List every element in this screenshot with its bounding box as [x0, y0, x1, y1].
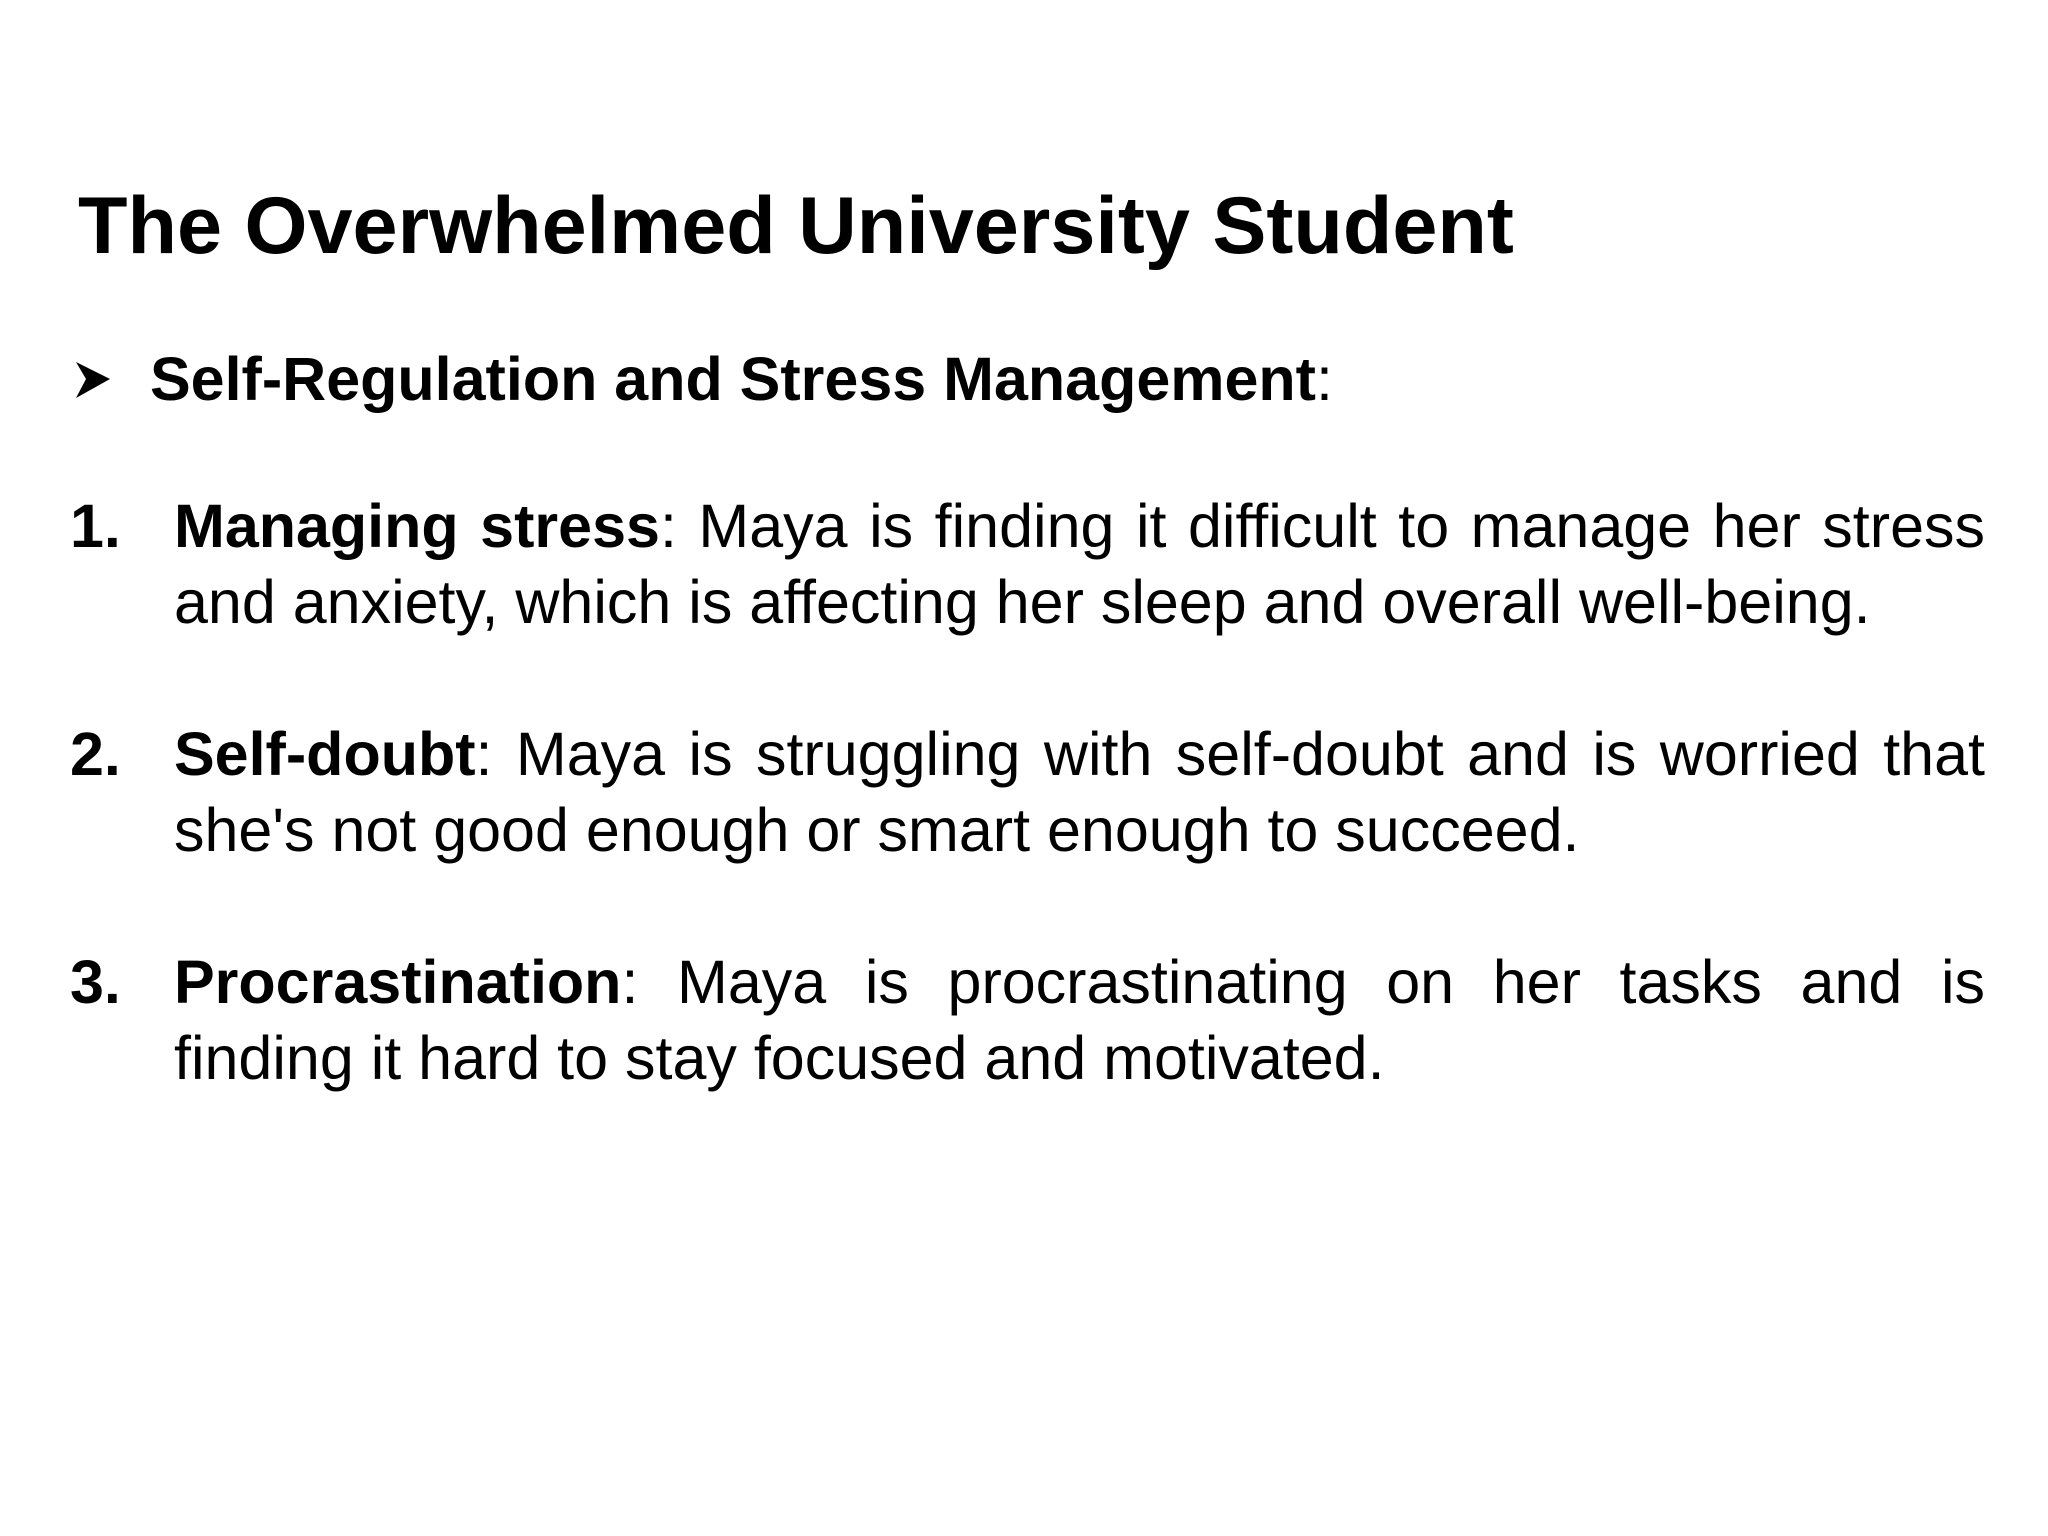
list-item [70, 488, 1985, 640]
section-heading [74, 338, 1333, 422]
slide-title: The Overwhelmed University Student [78, 181, 1514, 271]
list-item-separator: : [475, 720, 516, 788]
list-item-number: 2. [70, 720, 121, 788]
list-item-separator: : [621, 948, 678, 1016]
section-heading-text [150, 343, 1333, 416]
list-item-body [174, 488, 1985, 640]
numbered-list [70, 488, 1985, 1172]
list-item-term: Procrastination [174, 948, 622, 1016]
section-heading-suffix: : [1316, 345, 1333, 414]
list-item-body [174, 716, 1985, 868]
list-item [70, 716, 1985, 868]
section-heading-label: Self-Regulation and Stress Management [150, 345, 1316, 414]
list-item-term: Managing stress [174, 492, 660, 560]
list-item-number: 3. [70, 948, 121, 1016]
list-item-text: Maya is finding it difficult to manage her stress and anxiety, which is affecting her sleep and overall well-being. [174, 492, 1985, 636]
list-item [70, 944, 1985, 1096]
list-item-separator: : [659, 492, 699, 560]
list-item-text: Maya is struggling with self-doubt and is worried that she's not good enough or smart enough to succeed. [174, 720, 1985, 864]
list-item-term: Self-doubt [174, 720, 476, 788]
list-item-text: Maya is procrastinating on her tasks and is finding it hard to stay focused and motivated. [174, 948, 1986, 1092]
list-item-body [174, 944, 1985, 1096]
list-item-number: 1. [70, 492, 121, 560]
arrow-bullet-icon [74, 360, 112, 400]
